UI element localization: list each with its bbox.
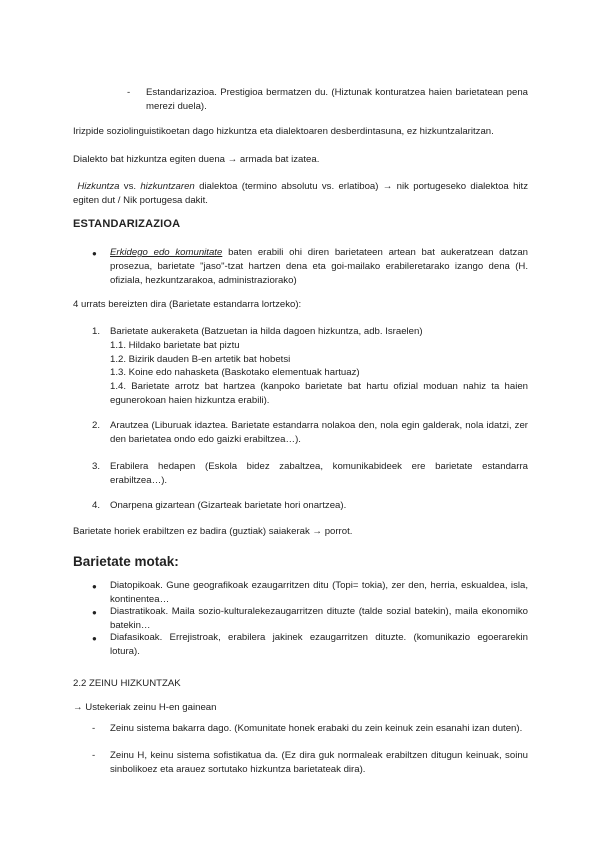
dash-marker: - — [92, 723, 96, 734]
variety-diatopic: Diatopikoak. Gune geografikoak ezaugarritzen ditu (Topi= tokia), zer den, herria, eskualdea, isla, kontinentea… — [110, 580, 528, 605]
variety-diaphasic: Diafasikoak. Errejistroak, erabilera jakinek ezaugarritzen dituzte. (komunikazio egoerarekin lotura). — [110, 632, 528, 657]
step-1-3: 1.3. Koine edo nahasketa (Baskotako elementuak hartuaz) — [110, 367, 360, 378]
sign-language-subtitle: → Ustekeriak zeinu H-en gainean — [73, 702, 217, 713]
section-title-standardization: ESTANDARIZAZIOA — [73, 218, 181, 230]
bullet-marker: ● — [92, 249, 97, 258]
sign-item-1: Zeinu sistema bakarra dago. (Komunitate honek erabaki du zein keinuk zein esanahi izan duten). — [110, 723, 523, 734]
step-1-2: 1.2. Bizirik dauden B-en artetik bat hobetsi — [110, 354, 291, 365]
step-number: 2. — [92, 420, 101, 431]
bullet-marker: ● — [92, 582, 97, 591]
steps-intro: 4 urrats bereizten dira (Barietate estandarra lortzeko): — [73, 299, 302, 310]
section-title-sign-languages: 2.2 ZEINU HIZKUNTZAK — [73, 678, 181, 689]
variety-diastratic: Diastratikoak. Maila sozio-kulturalekezaugarritzen dituzte (talde sozial batekin), maila ekonomiko batekin… — [110, 606, 528, 631]
conclusion-paragraph: Barietate horiek erabiltzen ez badira (guztiak) saiakerak → porrot. — [73, 526, 353, 537]
bullet-marker: ● — [92, 634, 97, 643]
step-1-1: 1.1. Hildako barietate bat piztu — [110, 340, 240, 351]
criteria-paragraph: Irizpide soziolinguistikoetan dago hizkuntza eta dialektoaren desberdintasuna, ez hizkuntzalaritzan. — [73, 126, 494, 137]
step-number: 3. — [92, 461, 101, 472]
term-language: Hizkuntza — [77, 181, 120, 192]
dialect-paragraph — [73, 180, 528, 208]
vs-text: vs. — [119, 181, 141, 192]
bullet-marker: ● — [92, 608, 97, 617]
section-title-variety-types: Barietate motak: — [73, 554, 179, 569]
step-number: 4. — [92, 500, 101, 511]
step-2-text: Arautzea (Liburuak idaztea. Barietate estandarra nolakoa den, nola egin galderak, nola idatzi, zer den barietatea ondo edo gaizki erabiltzea…). — [110, 420, 528, 445]
sign-item-2: Zeinu H, keinu sistema sofistikatua da. (Ez dira guk normaleak erabiltzen ditugun keinuak, soinu sinbolikoez eta arauez sortutako hizkuntza barietateak dira). — [110, 750, 528, 775]
step-4-text: Onarpena gizartean (Gizarteak barietate hori onartzea). — [110, 500, 347, 511]
dash-marker: - — [127, 87, 131, 98]
step-3-text: Erabilera hedapen (Eskola bidez zabaltzea, komunikabideek ere barietate estandarra erabiltzea…). — [110, 461, 528, 486]
standardization-item: Estandarizazioa. Prestigioa bermatzen du. (Hiztunak konturatzea haien barietatean pena merezi duela). — [146, 87, 528, 112]
step-1-text: Barietate aukeraketa (Batzuetan ia hilda dagoen hizkuntza, adb. Israelen) — [110, 326, 423, 337]
step-number: 1. — [92, 326, 101, 337]
army-paragraph: Dialekto bat hizkuntza egiten duena → armada bat izatea. — [73, 154, 320, 165]
definition-text: baten erabili ohi diren barietateen artean bat aukeratzean datzan prosezua, barietate "jaso"-tzat hartzen dena eta goi-mailako erabileretarako izango dena (H. ofiziala, hezkuntzarakoa, administraziorako) — [110, 247, 528, 286]
dash-marker: - — [92, 750, 96, 761]
step-1-4: 1.4. Barietate arrotz bat hartzea (kanpoko barietate bat hartu ofizial moduan nahiz ta haien egunerokoan haien hizkuntza erabili). — [110, 381, 528, 406]
community-link[interactable]: Erkidego edo komunitate — [110, 247, 223, 258]
dialect-rest: dialektoa (termino absolutu vs. erlatiboa) → nik portugeseko dialektoa hitz egiten dut / Nik portugesa dakit. — [73, 181, 529, 206]
standardization-definition — [110, 246, 528, 288]
term-of-language: hizkuntzaren — [140, 181, 195, 192]
